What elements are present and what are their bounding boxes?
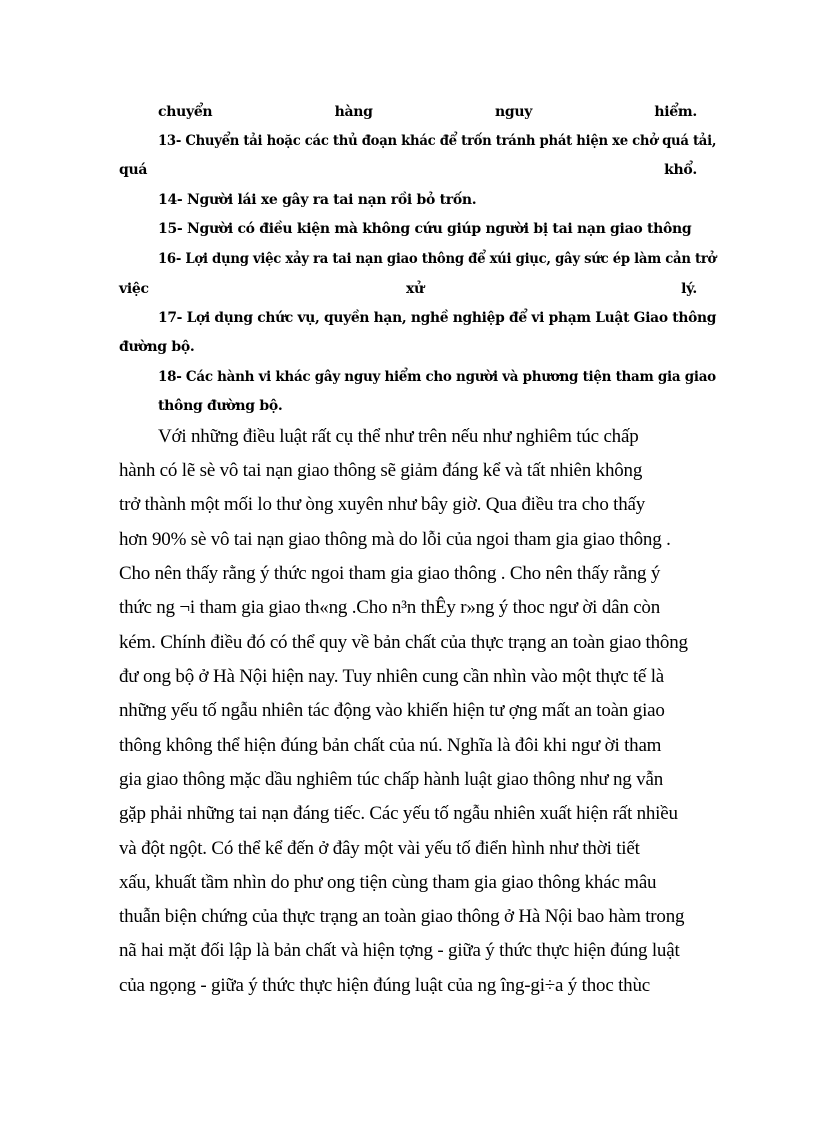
body-line: của ngọng - giữa ý thức thực hiện đúng luật của ng îng-gi÷a ý thoc thùc [119, 975, 651, 996]
list-item-13-continuation [119, 162, 697, 178]
body-line: hơn 90% sè vô tai nạn giao thông mà do lỗi của ngoi tham gia giao thông . [119, 529, 671, 550]
body-line: thức ng ¬i tham gia giao th«ng .Cho n³n thÊy r»ng ý thoc ngư ời dân còn [119, 597, 661, 618]
word: chuyển [158, 104, 213, 120]
body-line: đư ong bộ ở Hà Nội hiện nay. Tuy nhiên cung cần nhìn vào một thực tế là [119, 666, 665, 687]
body-line: những yếu tố ngẫu nhiên tác động vào khiến hiện tư ợng mất an toàn giao [119, 700, 665, 721]
body-line: nã hai mặt đối lập là bản chất và hiện tợng - giữa ý thức thực hiện đúng luật [119, 940, 680, 961]
body-line: gia giao thông mặc dầu nghiêm túc chấp hành luật giao thông như ng vẫn [119, 769, 663, 790]
body-line: và đột ngột. Có thể kể đến ở đây một vài yếu tố điển hình như thời tiết [119, 838, 640, 859]
word: lý. [681, 281, 697, 297]
body-line: hành có lẽ sè vô tai nạn giao thông sẽ giảm đáng kể và tất nhiên không [119, 460, 643, 481]
body-line: Cho nên thấy rằng ý thức ngoi tham gia giao thông . Cho nên thấy rằng ý [119, 563, 661, 584]
word: quá [119, 162, 148, 178]
list-item-17: 17- Lợi dụng chức vụ, quyền hạn, nghề nghiệp để vi phạm Luật Giao thông [158, 310, 717, 326]
list-item-13: 13- Chuyển tải hoặc các thủ đoạn khác để trốn tránh phát hiện xe chở quá tải, [158, 133, 717, 149]
word: khổ. [664, 162, 697, 178]
body-line: xấu, khuất tầm nhìn do phư ong tiện cùng tham gia giao thông khác mâu [119, 872, 657, 893]
body-line: gặp phải những tai nạn đáng tiếc. Các yếu tố ngẫu nhiên xuất hiện rất nhiều [119, 803, 678, 824]
list-item-18-continuation: thông đường bộ. [158, 398, 283, 414]
body-line: thông không thể hiện đúng bản chất của nú. Nghĩa là đôi khi ngư ời tham [119, 735, 662, 756]
word: xử [405, 281, 424, 297]
list-item-16: 16- Lợi dụng việc xảy ra tai nạn giao thông để xúi giục, gây sức ép làm cản trở [158, 251, 717, 267]
body-line: trở thành một mối lo thư òng xuyên như bây giờ. Qua điều tra cho thấy [119, 494, 646, 515]
word: việc [119, 281, 149, 297]
word: nguy [494, 104, 533, 120]
word: hiểm. [654, 104, 697, 120]
body-line: thuẫn biện chứng của thực trạng an toàn giao thông ở Hà Nội bao hàm trong [119, 906, 685, 927]
list-item-14: 14- Người lái xe gây ra tai nạn rồi bỏ trốn. [158, 192, 477, 208]
body-line: kém. Chính điều đó có thể quy về bản chất của thực trạng an toàn giao thông [119, 632, 688, 653]
list-item-18: 18- Các hành vi khác gây nguy hiểm cho người và phương tiện tham gia giao [158, 369, 716, 385]
list-item-17-continuation: đường bộ. [119, 339, 195, 355]
word: hàng [334, 104, 373, 120]
body-line: Với những điều luật rất cụ thể như trên nếu như nghiêm túc chấp [158, 426, 639, 447]
list-continuation-line [158, 104, 697, 120]
list-item-15: 15- Người có điều kiện mà không cứu giúp người bị tai nạn giao thông [158, 221, 692, 237]
list-item-16-continuation [119, 281, 697, 297]
